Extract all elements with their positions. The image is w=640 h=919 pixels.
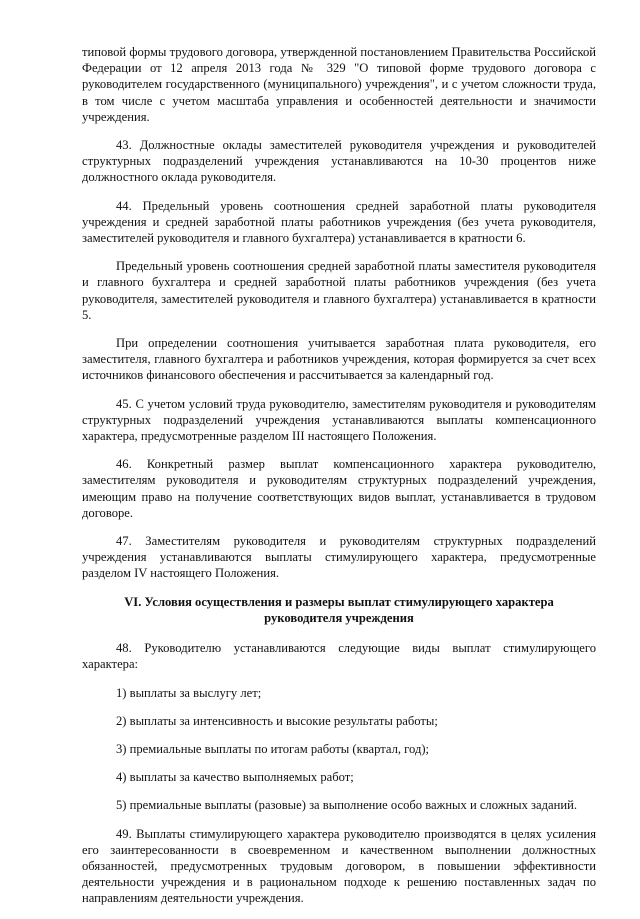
document-page	[82, 44, 596, 919]
paragraph-43: 43. Должностные оклады заместителей руководителя учреждения и руководителей структурных подразделений учреждения устанавливаются на 10-30 процентов ниже должностного оклада руководителя.	[82, 138, 596, 185]
paragraph-44: 44. Предельный уровень соотношения средней заработной платы руководителя учреждения и средней заработной платы работников учреждения (без учета руководителя, заместителей руководителя и главного бухгалтера) устанавливается в кратности 6.	[82, 198, 596, 246]
paragraph-46: 46. Конкретный размер выплат компенсационного характера руководителю, заместителям руководителя и руководителям структурных подразделений учреждения, имеющим право на получение соответствующих видов выплат, устанавливается в трудовом договоре.	[82, 457, 596, 520]
section-heading-line-2: руководителя учреждения	[264, 610, 414, 625]
paragraph-45: 45. С учетом условий труда руководителю, заместителям руководителя и руководителям структурных подразделений учреждения устанавливаются выплаты компенсационного характера, предусмотренные разделом III настоящего Положения.	[82, 396, 596, 444]
list-item-4: 4) выплаты за качество выполняемых работ;	[116, 770, 354, 785]
paragraph-48: 48. Руководителю устанавливаются следующие виды выплат стимулирующего характера:	[82, 641, 596, 672]
list-item-2: 2) выплаты за интенсивность и высокие результаты работы;	[116, 713, 438, 728]
paragraph-44-deputy-ratio: Предельный уровень соотношения средней заработной платы заместителя руководителя и главного бухгалтера и средней заработной платы работников учреждения (без учета руководителя, заместителей руководителя и главного бухгалтера) устанавливается в кратности 5.	[82, 259, 596, 322]
list-item-3: 3) премиальные выплаты по итогам работы (квартал, год);	[116, 741, 430, 756]
lead-paragraph: типовой формы трудового договора, утвержденной постановлением Правительства Российской Федерации от 12 апреля 2013 года № 329 "О типовой форме трудового договора с руководителем государственного (муниципального) учреждения", и с учетом сложности труда, в том числе с учетом масштаба управления и особенностей деятельности и значимости учреждения.	[82, 45, 596, 124]
list-item-1: 1) выплаты за выслугу лет;	[116, 685, 262, 700]
paragraph-47: 47. Заместителям руководителя и руководителям структурных подразделений учреждения устанавливаются выплаты стимулирующего характера, предусмотренные разделом IV настоящего Положения.	[82, 534, 596, 581]
section-heading-line-1: VI. Условия осуществления и размеры выплат стимулирующего характера	[124, 594, 554, 609]
list-item-5: 5) премиальные выплаты (разовые) за выполнение особо важных и сложных заданий.	[116, 798, 577, 813]
section-heading	[82, 594, 596, 626]
paragraph-44-ratio-calculation: При определении соотношения учитывается заработная плата руководителя, его заместителя, главного бухгалтера и работников учреждения, которая формируется за счет всех источников финансового обеспечения и рассчитывается за календарный год.	[82, 336, 596, 383]
paragraph-49: 49. Выплаты стимулирующего характера руководителю производятся в целях усиления его заинтересованности в своевременном и качественном выполнении должностных обязанностей, предусмотренных трудовым договором, в повышении эффективности деятельности учреждения и в рациональном подходе к решению поставленных задач по направлениям деятельности учреждения.	[82, 826, 596, 906]
